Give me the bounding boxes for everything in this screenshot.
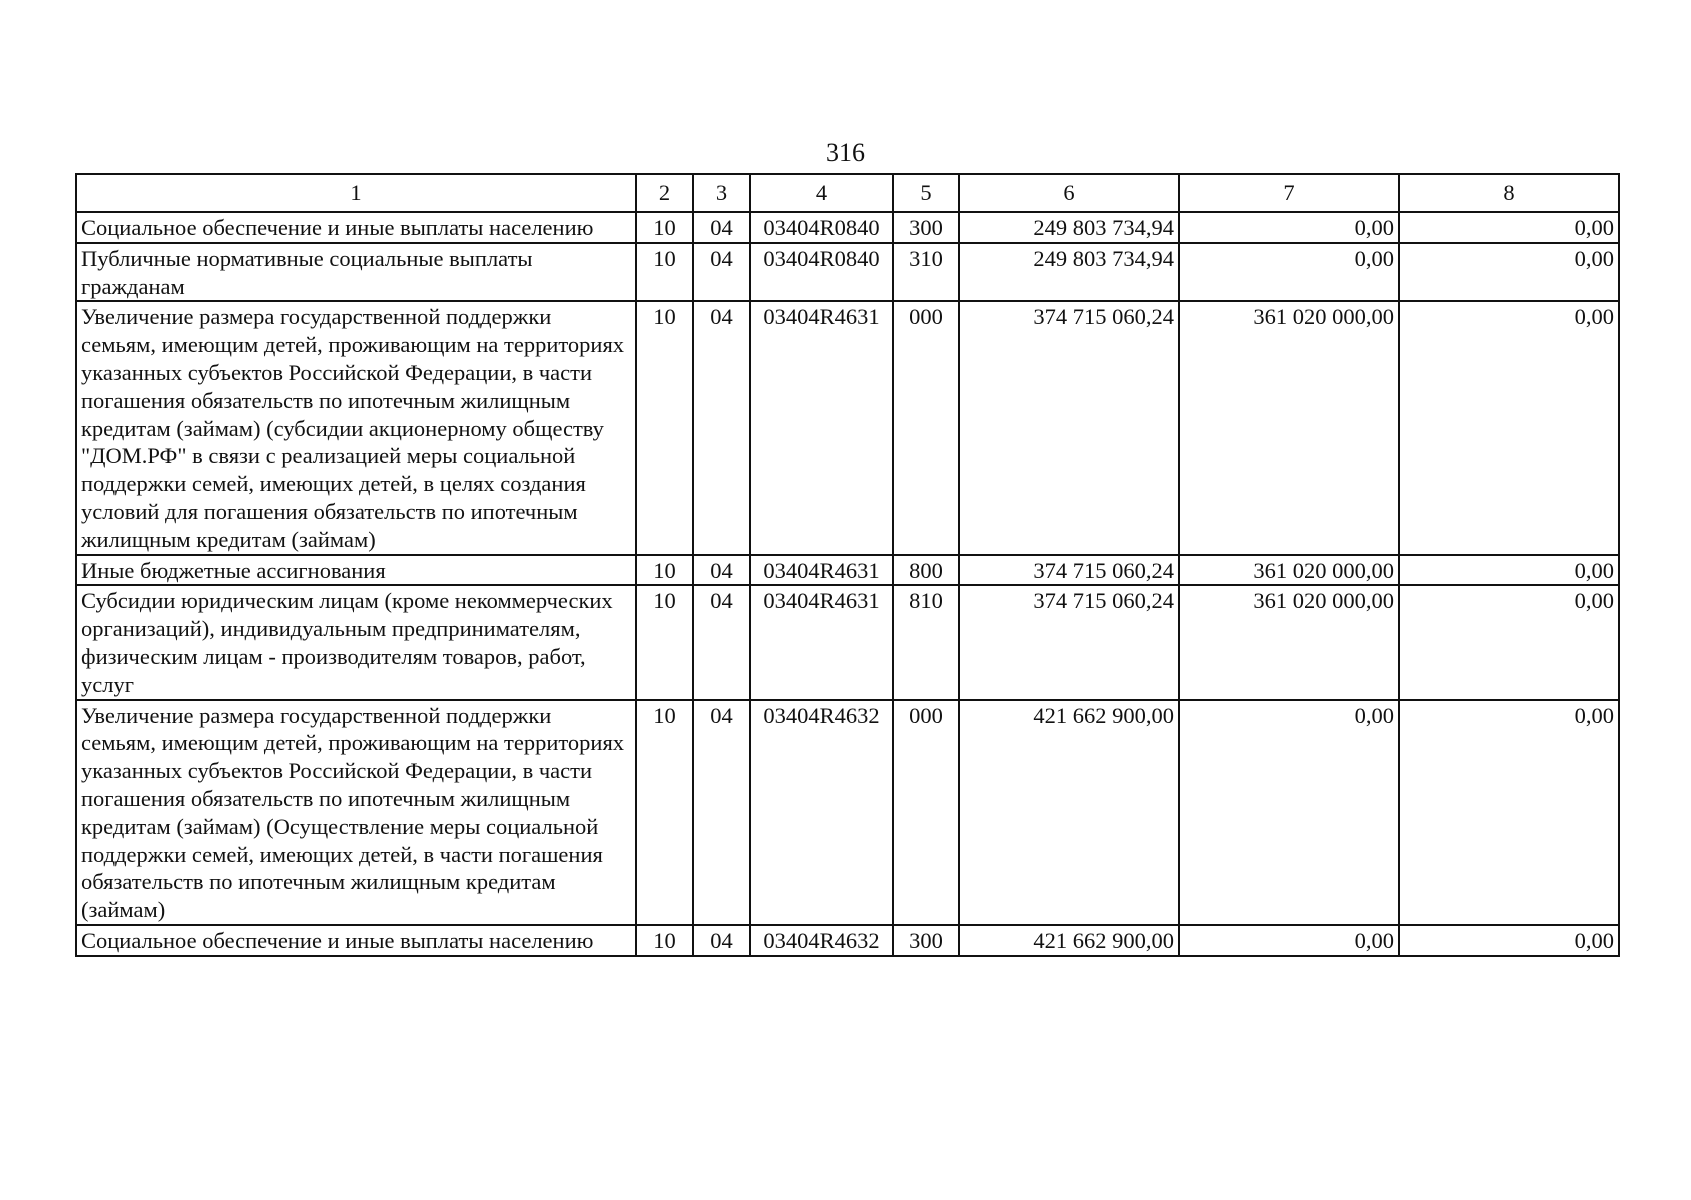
row-section: 10 bbox=[636, 243, 693, 302]
row-subsection: 04 bbox=[693, 585, 750, 699]
row-expense-type: 300 bbox=[893, 925, 959, 956]
row-expense-type: 000 bbox=[893, 700, 959, 925]
row-amount-col7: 361 020 000,00 bbox=[1179, 585, 1399, 699]
row-subsection: 04 bbox=[693, 700, 750, 925]
header-row bbox=[76, 174, 1619, 212]
header-col-6: 6 bbox=[959, 174, 1179, 212]
row-subsection: 04 bbox=[693, 555, 750, 586]
table-row bbox=[76, 212, 1619, 243]
row-amount-col8: 0,00 bbox=[1399, 243, 1619, 302]
header-col-2: 2 bbox=[636, 174, 693, 212]
row-target-code: 03404R0840 bbox=[750, 243, 893, 302]
row-amount-col6: 374 715 060,24 bbox=[959, 301, 1179, 554]
header-col-3: 3 bbox=[693, 174, 750, 212]
row-name: Социальное обеспечение и иные выплаты населению bbox=[76, 212, 636, 243]
table-row bbox=[76, 555, 1619, 586]
row-amount-col8: 0,00 bbox=[1399, 585, 1619, 699]
row-expense-type: 810 bbox=[893, 585, 959, 699]
row-amount-col7: 0,00 bbox=[1179, 925, 1399, 956]
row-amount-col6: 374 715 060,24 bbox=[959, 555, 1179, 586]
row-name: Публичные нормативные социальные выплаты гражданам bbox=[76, 243, 636, 302]
header-col-7: 7 bbox=[1179, 174, 1399, 212]
row-name: Иные бюджетные ассигнования bbox=[76, 555, 636, 586]
row-amount-col6: 249 803 734,94 bbox=[959, 212, 1179, 243]
row-target-code: 03404R4632 bbox=[750, 925, 893, 956]
row-name: Увеличение размера государственной поддержки семьям, имеющим детей, проживающим на территориях указанных субъектов Российской Федерации, в части погашения обязательств по ипотечным жилищным кредитам (займам) (субсидии акционерному обществу "ДОМ.РФ" в связи с реализацией меры социальной поддержки семей, имеющих детей, в целях создания условий для погашения обязательств по ипотечным жилищным кредитам (займам) bbox=[76, 301, 636, 554]
row-section: 10 bbox=[636, 212, 693, 243]
row-amount-col7: 0,00 bbox=[1179, 700, 1399, 925]
table-row bbox=[76, 301, 1619, 554]
row-expense-type: 800 bbox=[893, 555, 959, 586]
row-target-code: 03404R4631 bbox=[750, 301, 893, 554]
row-amount-col7: 361 020 000,00 bbox=[1179, 301, 1399, 554]
page-number: 316 bbox=[826, 138, 865, 167]
row-target-code: 03404R4632 bbox=[750, 700, 893, 925]
header-col-8: 8 bbox=[1399, 174, 1619, 212]
row-name: Социальное обеспечение и иные выплаты населению bbox=[76, 925, 636, 956]
row-amount-col6: 374 715 060,24 bbox=[959, 585, 1179, 699]
row-amount-col7: 0,00 bbox=[1179, 212, 1399, 243]
row-section: 10 bbox=[636, 700, 693, 925]
row-section: 10 bbox=[636, 301, 693, 554]
row-amount-col8: 0,00 bbox=[1399, 700, 1619, 925]
row-amount-col7: 361 020 000,00 bbox=[1179, 555, 1399, 586]
row-subsection: 04 bbox=[693, 301, 750, 554]
table-row bbox=[76, 243, 1619, 302]
row-amount-col6: 421 662 900,00 bbox=[959, 700, 1179, 925]
table-row bbox=[76, 925, 1619, 956]
row-subsection: 04 bbox=[693, 243, 750, 302]
row-amount-col6: 421 662 900,00 bbox=[959, 925, 1179, 956]
header-col-1: 1 bbox=[76, 174, 636, 212]
row-amount-col8: 0,00 bbox=[1399, 212, 1619, 243]
row-amount-col8: 0,00 bbox=[1399, 301, 1619, 554]
row-amount-col8: 0,00 bbox=[1399, 925, 1619, 956]
row-expense-type: 310 bbox=[893, 243, 959, 302]
row-section: 10 bbox=[636, 585, 693, 699]
row-name: Увеличение размера государственной поддержки семьям, имеющим детей, проживающим на территориях указанных субъектов Российской Федерации, в части погашения обязательств по ипотечным жилищным кредитам (займам) (Осуществление меры социальной поддержки семей, имеющих детей, в части погашения обязательств по ипотечным жилищным кредитам (займам) bbox=[76, 700, 636, 925]
row-expense-type: 300 bbox=[893, 212, 959, 243]
header-col-4: 4 bbox=[750, 174, 893, 212]
row-expense-type: 000 bbox=[893, 301, 959, 554]
row-section: 10 bbox=[636, 925, 693, 956]
row-section: 10 bbox=[636, 555, 693, 586]
budget-table bbox=[75, 173, 1620, 957]
header-col-5: 5 bbox=[893, 174, 959, 212]
table-row bbox=[76, 585, 1619, 699]
row-amount-col8: 0,00 bbox=[1399, 555, 1619, 586]
row-target-code: 03404R4631 bbox=[750, 585, 893, 699]
table-row bbox=[76, 700, 1619, 925]
row-amount-col6: 249 803 734,94 bbox=[959, 243, 1179, 302]
row-subsection: 04 bbox=[693, 925, 750, 956]
row-amount-col7: 0,00 bbox=[1179, 243, 1399, 302]
row-subsection: 04 bbox=[693, 212, 750, 243]
row-target-code: 03404R0840 bbox=[750, 212, 893, 243]
row-name: Субсидии юридическим лицам (кроме некоммерческих организаций), индивидуальным предпринимателям, физическим лицам - производителям товаров, работ, услуг bbox=[76, 585, 636, 699]
row-target-code: 03404R4631 bbox=[750, 555, 893, 586]
